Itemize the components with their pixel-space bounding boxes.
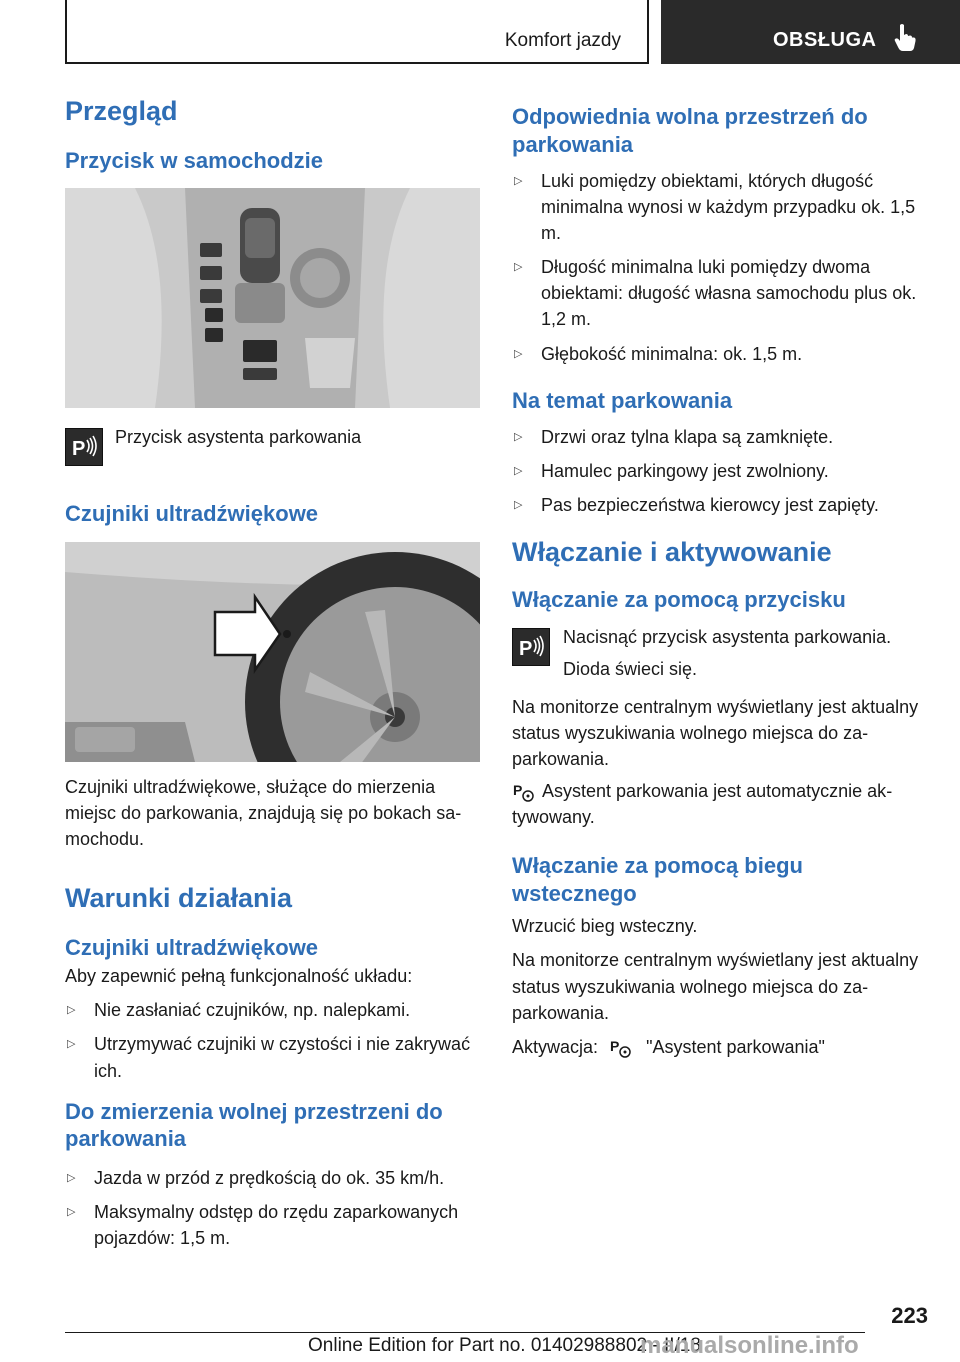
header-section-title: Komfort jazdy — [504, 30, 621, 51]
header-chapter-label: OBSŁUGA — [773, 29, 877, 51]
about-list — [512, 424, 927, 518]
triangle-bullet-icon: ▷ — [514, 261, 523, 274]
enable-button-row — [512, 624, 927, 682]
triangle-bullet-icon: ▷ — [514, 465, 523, 478]
right-column — [512, 103, 927, 1060]
button-caption: Przycisk asystenta parkowania — [115, 427, 362, 448]
triangle-bullet-icon: ▷ — [67, 1038, 76, 1051]
triangle-bullet-icon: ▷ — [67, 1004, 76, 1017]
triangle-bullet-icon: ▷ — [514, 431, 523, 444]
heading-ultrasonic-sensors-2: Czujniki ultradźwiękowe — [65, 934, 319, 960]
heading-operating-conditions: Warunki działania — [65, 883, 293, 914]
list-item: ▷ Utrzymywać czujniki w czystości i nie zakrywać ich. — [67, 1034, 471, 1081]
photo-sensor-location — [65, 542, 480, 762]
list-item: ▷ Nie zasłaniać czujników, np. nalepkami. — [67, 1000, 411, 1021]
activation-value: "Asystent parkowania" — [646, 1036, 825, 1057]
list-item: ▷ Jazda w przód z prędkością do ok. 35 km/h. — [67, 1167, 445, 1188]
enable-button-led: Dioda świeci się. — [563, 658, 698, 679]
enable-monitor-text: Na monitorze centralnym wyświetlany jest aktualny status wyszukiwania wolnego miejsca do zaparkowania. — [512, 696, 919, 770]
sensors-intro: Aby zapewnić pełną funkcjonalność układu: — [65, 966, 413, 987]
heading-enable-by-button: Włączanie za pomocą przycisku — [512, 587, 846, 613]
heading-suitable-space: Odpowiednia wolna przestrzeń do parkowania — [512, 104, 868, 157]
heading-enable-activate: Włączanie i aktywowanie — [512, 537, 832, 568]
svg-text:P: P — [519, 637, 533, 660]
list-item: ▷ Maksymalny odstęp do rzędu zaparkowanych pojazdów: 1,5 m. — [67, 1201, 459, 1248]
activation-label: Aktywacja: — [512, 1036, 599, 1057]
triangle-bullet-icon: ▷ — [514, 499, 523, 512]
header-chapter-tab — [661, 0, 960, 64]
list-item: ▷ Drzwi oraz tylna klapa są zamknięte. — [514, 427, 834, 448]
footer-edition: Online Edition for Part no. 01402988802 - II/18 — [308, 1335, 701, 1356]
triangle-bullet-icon: ▷ — [67, 1205, 76, 1218]
heading-button-in-car: Przycisk w samochodzie — [65, 147, 323, 173]
reverse-monitor-text: Na monitorze centralnym wyświetlany jest aktualny status wyszukiwania wolnego miejsca do zaparkowania. — [512, 950, 919, 1023]
page-number: 223 — [891, 1303, 928, 1328]
list-item: ▷ Pas bezpieczeństwa kierowcy jest zapięty. — [514, 495, 879, 516]
triangle-bullet-icon: ▷ — [514, 347, 523, 360]
space-list — [512, 168, 927, 367]
heading-ultrasonic-sensors: Czujniki ultradźwiękowe — [65, 501, 319, 527]
enable-button-step: Nacisnąć przycisk asystenta parkowania. — [563, 626, 892, 647]
heading-measuring-free-space: Do zmierzenia wolnej przestrzeni do parkowania — [65, 1098, 443, 1152]
svg-text:P: P — [72, 438, 86, 461]
header-section-box — [65, 0, 649, 64]
heading-overview: Przegląd — [65, 96, 178, 126]
left-column — [65, 95, 480, 1259]
button-caption-row — [65, 428, 480, 466]
list-item: ▷ Głębokość minimalna: ok. 1,5 m. — [514, 343, 803, 364]
sensors-list — [65, 997, 480, 1083]
reverse-step: Wrzucić bieg wsteczny. — [512, 916, 698, 937]
parking-assistant-symbol-icon — [607, 1037, 637, 1059]
heading-enable-by-reverse: Włączanie za pomocą biegu wstecznego — [512, 853, 803, 906]
enable-auto-text: P Asystent parkowania jest automatycznie aktywowany. — [512, 781, 893, 828]
measure-list — [65, 1165, 480, 1251]
parking-assistant-symbol-icon — [512, 781, 538, 803]
svg-text:P: P — [610, 1037, 620, 1054]
watermark: manualsonline.info — [640, 1332, 859, 1359]
sensors-description: Czujniki ultradźwiękowe, służące do mierzenia miejsc do parkowania, znajdują się po bokach samochodu. — [65, 776, 462, 849]
heading-about-parking: Na temat parkowania — [512, 387, 733, 413]
svg-text:P: P — [513, 782, 523, 799]
parking-assistant-button-icon — [512, 628, 550, 666]
parking-assistant-button-icon — [65, 428, 103, 466]
triangle-bullet-icon: ▷ — [67, 1171, 76, 1184]
list-item: ▷ Długość minimalna luki pomiędzy dwoma obiektami: długość własna samochodu plus ok. 1,2 m. — [514, 257, 917, 330]
photo-center-console — [65, 188, 480, 408]
list-item: ▷ Luki pomiędzy obiektami, których długość minimalna wynosi w każdym przypadku ok. 1,5 m. — [514, 171, 916, 244]
hand-pointer-icon — [893, 22, 917, 52]
list-item: ▷ Hamulec parkingowy jest zwolniony. — [514, 461, 829, 482]
triangle-bullet-icon: ▷ — [514, 175, 523, 187]
activation-line — [512, 1034, 927, 1060]
